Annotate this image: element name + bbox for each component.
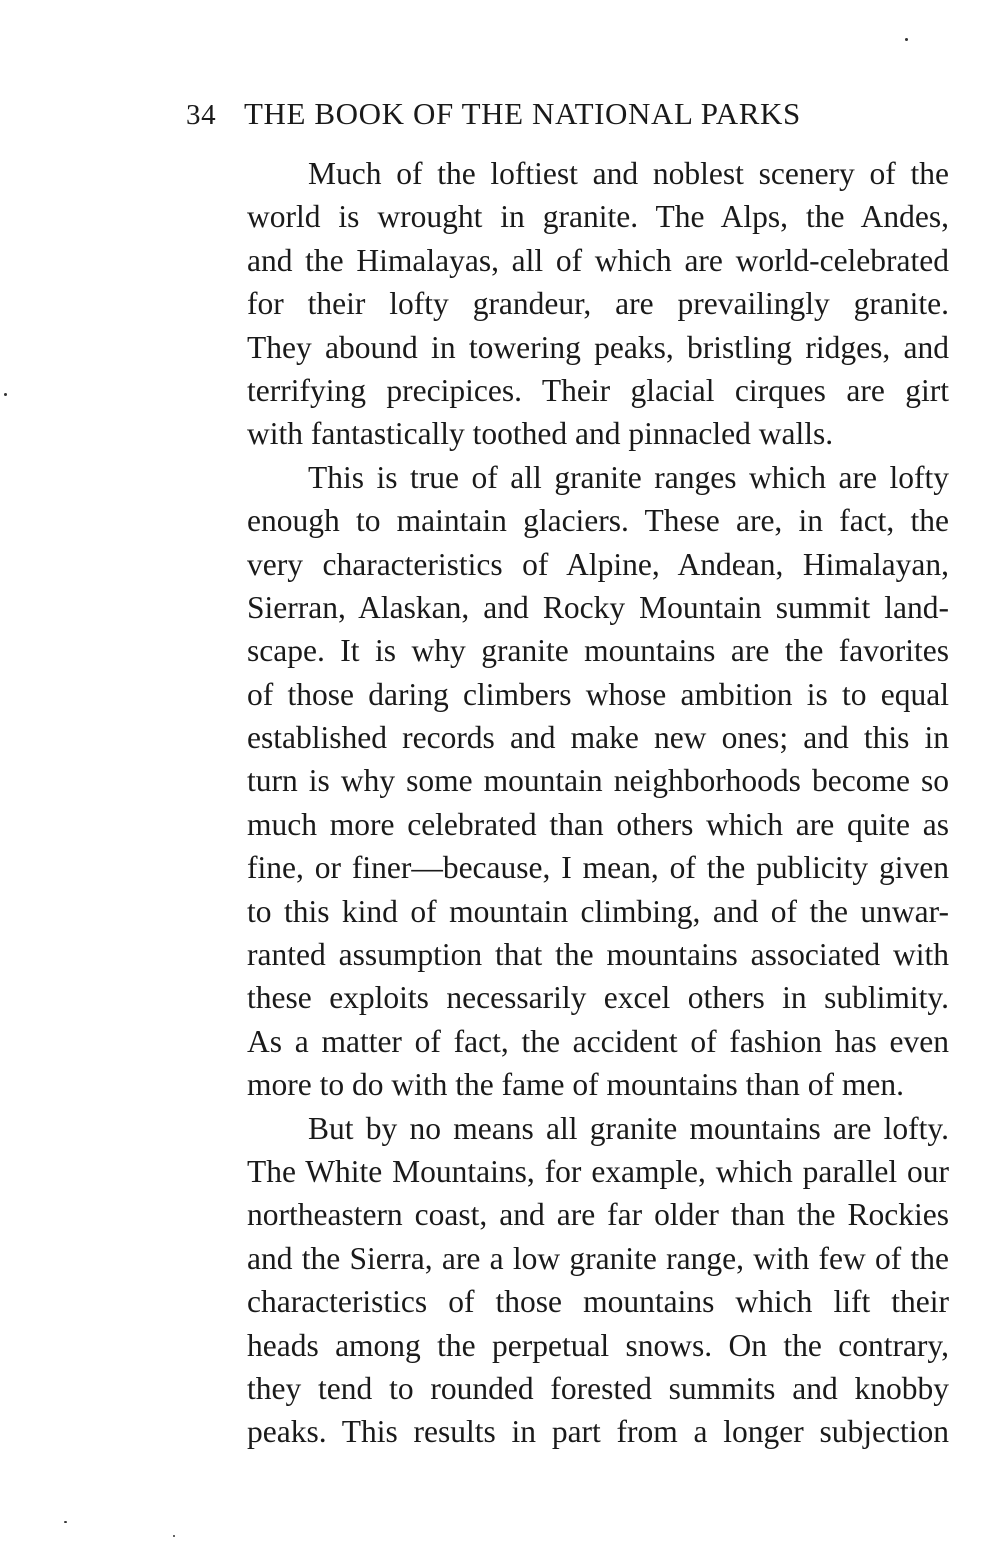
text-line: of those daring climbers whose ambition is to equal — [247, 676, 949, 712]
scan-speck — [173, 1535, 175, 1537]
text-line: They abound in towering peaks, bristling ridges, and — [247, 329, 949, 365]
text-line: to this kind of mountain climbing, and of the unwar- — [247, 893, 949, 929]
running-head — [186, 92, 906, 136]
text-line: and the Himalayas, all of which are world-celebrated — [247, 242, 949, 278]
page-number: 34 — [186, 99, 217, 131]
paragraph — [186, 1107, 949, 1454]
scan-speck — [905, 38, 908, 41]
text-line: fine, or finer—because, I mean, of the publicity given — [247, 850, 949, 886]
text-line: The White Mountains, for example, which parallel our — [247, 1153, 949, 1189]
running-head-title: THE BOOK OF THE NATIONAL PARKS — [244, 96, 801, 131]
paragraph — [186, 152, 949, 456]
text-line: much more celebrated than others which are quite as — [247, 806, 949, 842]
text-line: Much of the loftiest and noblest scenery of the — [308, 156, 949, 191]
text-line: very characteristics of Alpine, Andean, Himalayan, — [247, 546, 949, 582]
text-line: characteristics of those mountains which lift their — [247, 1284, 949, 1320]
text-line: for their lofty grandeur, are prevailingly granite. — [247, 286, 949, 322]
text-line: But by no means all granite mountains are lofty. — [308, 1110, 949, 1146]
text-line: peaks. This results in part from a longer subjection — [247, 1414, 949, 1450]
text-line: terrifying precipices. Their glacial cirques are girt — [247, 372, 949, 408]
scan-speck — [4, 393, 7, 396]
text-line: more to do with the fame of mountains than of men. — [247, 1067, 904, 1103]
text-line: turn is why some mountain neighborhoods become so — [247, 763, 949, 799]
text-line: they tend to rounded forested summits and knobby — [247, 1370, 949, 1406]
text-line: This is true of all granite ranges which are lofty — [308, 459, 949, 495]
text-line: with fantastically toothed and pinnacled walls. — [247, 416, 834, 452]
text-line: northeastern coast, and are far older than the Rockies — [247, 1197, 949, 1233]
text-line: Sierran, Alaskan, and Rocky Mountain summit land- — [247, 589, 949, 625]
body-text — [186, 152, 949, 1454]
text-line: world is wrought in granite. The Alps, the Andes, — [247, 199, 949, 235]
text-line: enough to maintain glaciers. These are, in fact, the — [247, 503, 949, 539]
text-line: established records and make new ones; and this in — [247, 720, 949, 756]
text-line: heads among the perpetual snows. On the contrary, — [247, 1327, 949, 1363]
text-line: these exploits necessarily excel others in sublimity. — [247, 980, 949, 1016]
text-line: ranted assumption that the mountains associated with — [247, 937, 949, 973]
text-line: As a matter of fact, the accident of fashion has even — [247, 1023, 949, 1059]
paragraph — [186, 456, 949, 1107]
text-line: scape. It is why granite mountains are the favorites — [247, 633, 949, 669]
scan-speck — [64, 1521, 67, 1523]
text-line: and the Sierra, are a low granite range, with few of the — [247, 1240, 949, 1276]
